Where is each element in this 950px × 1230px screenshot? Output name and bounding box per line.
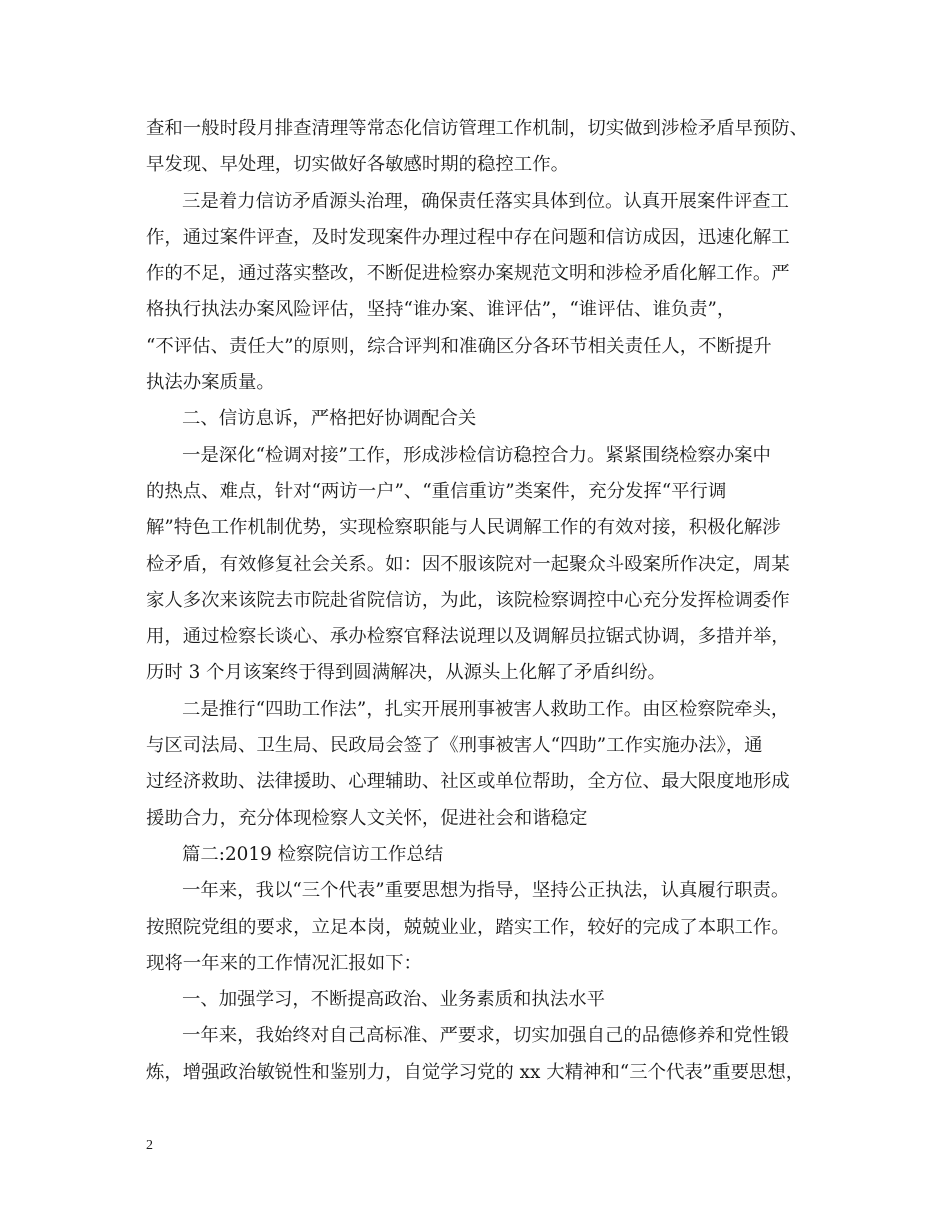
text-line: 二、信访息诉，严格把好协调配合关 [182,408,477,430]
text-line: 查和一般时段月排查清理等常态化信访管理工作机制，切实做到涉检矛盾早预防、 [146,118,809,139]
text-line: 早发现、早处理，切实做好各敏感时期的稳控工作。 [146,154,569,176]
text-line: 援助合力，充分体现检察人文关怀，促进社会和谐稳定 [146,807,588,829]
text-line: 格执行执法办案风险评估，坚持“谁办案、谁评估”，“谁评估、谁负责”， [146,299,736,321]
text-line: 一是深化“检调对接”工作，形成涉检信访稳控合力。紧紧围绕检察办案中 [182,444,771,466]
text-line: 现将一年来的工作情况汇报如下： [146,952,422,974]
text-line: 执法办案质量。 [146,372,275,394]
text-line: 篇二:2019 检察院信访工作总结 [182,843,444,865]
text-line: 炼，增强政治敏锐性和鉴别力，自觉学习党的 xx 大精神和“三个代表”重要思想， [146,1061,805,1083]
text-line: 作的不足，通过落实整改，不断促进检察办案规范文明和涉检矛盾化解工作。严 [146,263,790,285]
text-line: 一年来，我始终对自己高标准、严要求，切实加强自己的品德修养和党性锻 [182,1025,789,1047]
text-line: 过经济救助、法律援助、心理辅助、社区或单位帮助，全方位、最大限度地形成 [146,771,790,793]
text-line: 检矛盾，有效修复社会关系。如：因不服该院对一起聚众斗殴案所作决定，周某 [146,553,790,575]
document-body [146,111,816,1091]
text-line: 作，通过案件评查，及时发现案件办理过程中存在问题和信访成因，迅速化解工 [146,226,790,248]
text-line: 三是着力信访矛盾源头治理，确保责任落实具体到位。认真开展案件评查工 [182,190,789,212]
text-line: “不评估、责任大”的原则，综合评判和准确区分各环节相关责任人，不断提升 [146,335,772,357]
text-line: 与区司法局、卫生局、民政局会签了《刑事被害人“四助”工作实施办法》，通 [146,735,763,757]
text-line: 解”特色工作机制优势，实现检察职能与人民调解工作的有效对接，积极化解涉 [146,517,781,539]
text-line: 二是推行“四助工作法”，扎实开展刑事被害人救助工作。由区检察院牵头， [182,698,790,720]
text-line: 一、加强学习，不断提高政治、业务素质和执法水平 [182,989,605,1011]
text-line: 按照院党组的要求，立足本岗，兢兢业业，踏实工作，较好的完成了本职工作。 [146,916,790,938]
text-line: 家人多次来该院去市院赴省院信访，为此，该院检察调控中心充分发挥检调委作 [146,589,790,611]
text-line: 的热点、难点，针对“两访一户”、“重信重访”类案件，充分发挥“平行调 [146,480,727,502]
text-line: 一年来，我以“三个代表”重要思想为指导，坚持公正执法，认真履行职责。 [182,880,790,902]
page-number: 2 [146,1138,153,1153]
text-line: 历时 3 个月该案终于得到圆满解决，从源头上化解了矛盾纠纷。 [146,662,666,684]
text-line: 用，通过检察长谈心、承办检察官释法说理以及调解员拉锯式协调，多措并举， [146,626,790,648]
